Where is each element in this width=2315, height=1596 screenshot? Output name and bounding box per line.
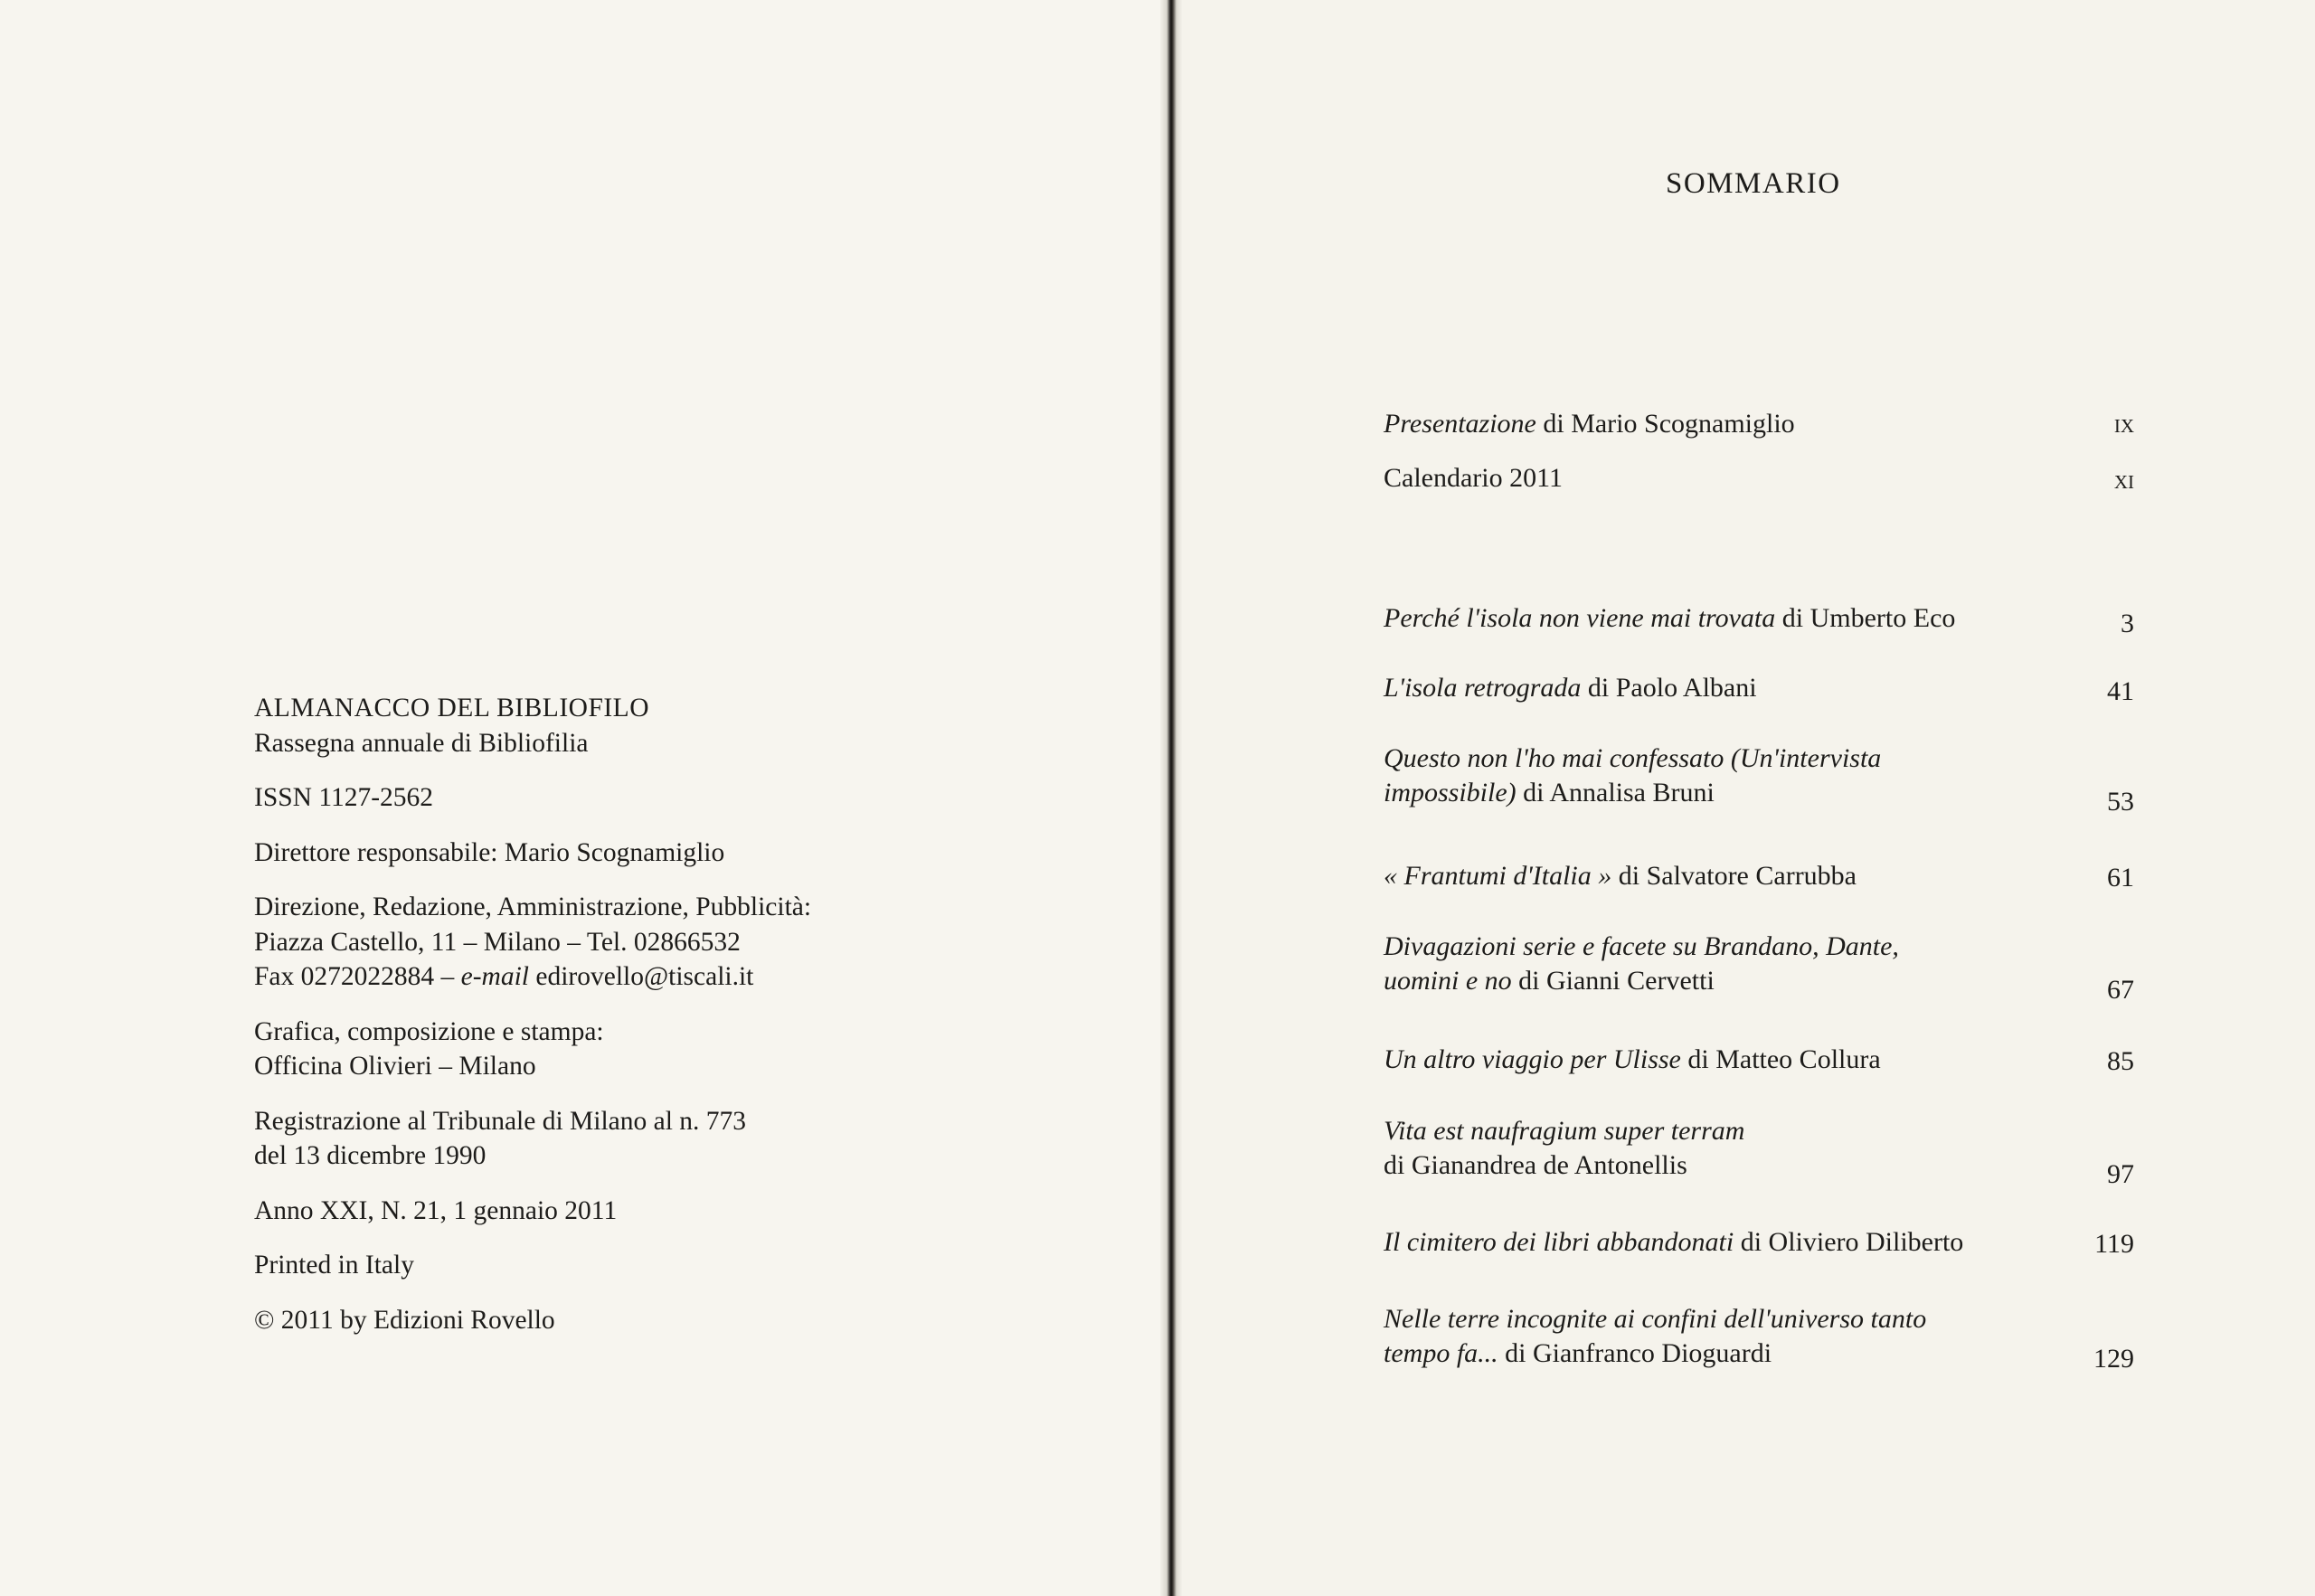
- email-label: e-mail: [460, 962, 529, 991]
- email-address: edirovello@tiscali.it: [535, 962, 754, 991]
- toc-entry: [1384, 601, 2134, 636]
- toc-entry-title: Nelle terre incognite ai confini dell'universo tanto: [1384, 1304, 1927, 1334]
- colophon-registration: Registrazione al Tribunale di Milano al n. 773: [254, 1106, 747, 1136]
- toc-entry-title: Questo non l'ho mai confessato (Un'intervista: [1384, 743, 1882, 773]
- toc-entry-author: di Salvatore Carrubba: [1611, 861, 1857, 891]
- toc-entry-author: di Oliviero Diliberto: [1734, 1227, 1964, 1257]
- toc-entry-title: Presentazione: [1384, 409, 1536, 439]
- colophon: [254, 691, 941, 1357]
- toc-entry-page: 67: [2107, 975, 2134, 1005]
- toc-entry-author: di Gianni Cervetti: [1511, 966, 1715, 996]
- toc-entry-title: Vita est naufragium super terram: [1384, 1116, 1745, 1146]
- toc-entry-page: xi: [2113, 465, 2134, 495]
- toc-entry-author: di Mario Scognamiglio: [1535, 409, 1795, 439]
- colophon-address: Piazza Castello, 11 – Milano – Tel. 02866532: [254, 927, 741, 957]
- toc-entry-page: 41: [2107, 676, 2134, 706]
- toc-entry-page: 129: [2093, 1344, 2134, 1374]
- fax-text: Fax 0272022884 –: [254, 962, 461, 991]
- colophon-issue: Anno XXI, N. 21, 1 gennaio 2011: [254, 1195, 618, 1225]
- toc-entry-title: « Frantumi d'Italia »: [1384, 861, 1612, 891]
- colophon-copyright: © 2011 by Edizioni Rovello: [254, 1305, 555, 1335]
- colophon-title: ALMANACCO DEL BIBLIOFILO: [254, 694, 649, 722]
- toc-entry-title-cont: tempo fa...: [1384, 1338, 1498, 1368]
- colophon-printer: Officina Olivieri – Milano: [254, 1052, 536, 1081]
- colophon-issn: ISSN 1127-2562: [254, 783, 434, 812]
- toc-entry-author: di Paolo Albani: [1581, 673, 1757, 703]
- toc-entry: [1384, 671, 2134, 705]
- colophon-registration-date: del 13 dicembre 1990: [254, 1141, 487, 1170]
- toc-entry-author: di Annalisa Bruni: [1516, 778, 1715, 807]
- toc-entry-title: Perché l'isola non viene mai trovata: [1384, 603, 1776, 633]
- book-gutter: [1160, 0, 1182, 1596]
- toc-entry: [1384, 461, 2134, 496]
- colophon-subtitle: Rassegna annuale di Bibliofilia: [254, 728, 589, 758]
- toc-entry-title: Calendario 2011: [1384, 463, 1564, 493]
- colophon-offices: Direzione, Redazione, Amministrazione, Pubblicità:: [254, 892, 812, 921]
- toc-entry: [1384, 859, 2134, 893]
- toc-entry-page: ix: [2113, 409, 2134, 439]
- toc-entry-title: Un altro viaggio per Ulisse: [1384, 1044, 1681, 1074]
- toc-entry: [1384, 1114, 2134, 1189]
- toc-entry-page: 97: [2107, 1159, 2134, 1189]
- colophon-director: Direttore responsabile: Mario Scognamiglio: [254, 837, 725, 867]
- toc-entry-author: di Umberto Eco: [1775, 603, 1956, 633]
- toc-entry-page: 85: [2107, 1046, 2134, 1076]
- toc-entry-page: 53: [2107, 787, 2134, 817]
- toc-entry: [1384, 1302, 2134, 1374]
- toc-entry: [1384, 1043, 2134, 1077]
- colophon-printed: Printed in Italy: [254, 1251, 414, 1280]
- toc-entry: [1384, 930, 2134, 1005]
- toc-entry-title: L'isola retrograda: [1384, 673, 1582, 703]
- toc-entry: [1384, 407, 2134, 441]
- colophon-printing-label: Grafica, composizione e stampa:: [254, 1016, 604, 1046]
- toc-entry: [1384, 741, 2134, 817]
- toc-entry-author: di Gianandrea de Antonellis: [1384, 1150, 1687, 1180]
- toc-entry-page: 61: [2107, 863, 2134, 892]
- toc-entry: [1384, 1225, 2134, 1260]
- toc-entry-title: Divagazioni serie e facete su Brandano, Dante,: [1384, 931, 1899, 961]
- toc-entry-title-cont: impossibile): [1384, 778, 1517, 807]
- toc-entry-title-cont: uomini e no: [1384, 966, 1512, 996]
- colophon-fax: [254, 959, 941, 995]
- toc-heading: SOMMARIO: [1666, 167, 1841, 200]
- toc-entry-author: di Matteo Collura: [1680, 1044, 1881, 1074]
- toc-entry-author: di Gianfranco Dioguardi: [1498, 1338, 1772, 1368]
- toc-entry-page: 3: [2121, 609, 2134, 638]
- toc-entry-title: Il cimitero dei libri abbandonati: [1384, 1227, 1734, 1257]
- toc-entry-page: 119: [2094, 1229, 2134, 1259]
